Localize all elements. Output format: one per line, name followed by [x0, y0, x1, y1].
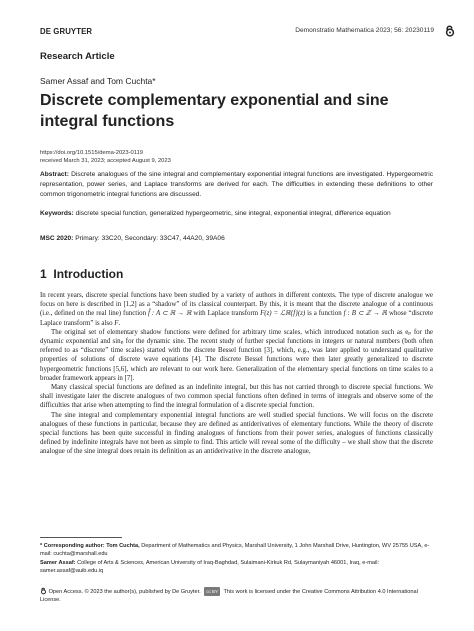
paragraph-text: is a function: [305, 310, 344, 318]
paragraph-text: with Laplace transform: [191, 310, 261, 318]
abstract-text: Discrete analogues of the sine integral and complementary exponential integral functions are investigated. Hypergeometric representation, power series, and Laplace transforms are derived for each. The difficulties in extending these definitions to other common trigonometric integral functions are discussed.: [40, 171, 433, 198]
article-type: Research Article: [40, 51, 115, 62]
section-heading: [40, 267, 123, 281]
body-text: [40, 291, 433, 457]
license-text: This work is licensed under the Creative Commons Attribution 4.0 International License.: [40, 589, 418, 603]
paragraph-text: In recent years, discrete special functions have been studied by a variety of authors in different contexts. The type of discrete analogue we focus on here is described in [1,2] as a “shadow” of its classical counterpart. By this, it is meant that the discrete analogue of a continuous (i.e., defined on the real line) function: [40, 292, 433, 318]
msc-label: MSC 2020:: [40, 235, 74, 242]
paragraph-text: whose “discrete Laplace transform” is also: [40, 310, 434, 327]
cc-by-badge[interactable]: cc BY: [204, 587, 220, 596]
author-list: Samer Assaf and Tom Cuchta*: [40, 76, 156, 86]
second-author-note: Samer Assaf: College of Arts & Sciences, American University of Iraq-Baghdad, Sulaimani-Kirkuk Rd, Sulaymaniyah 46001, Iraq, e-mail: samer.assaf@auib.edu.iq: [40, 559, 380, 574]
license-text: Open Access. © 2023 the author(s), published by De Gruyter.: [48, 589, 201, 595]
paragraph: [40, 291, 433, 328]
corresponding-author-note: * Corresponding author: Tom Cuchta, Department of Mathematics and Physics, Marshall University, 1 John Marshall Drive, Huntington, WV 25755 USA, e-mail: cuchta@marshall.edu: [40, 543, 430, 558]
paragraph: The sine integral and complementary exponential integral functions are well studied special functions. We will focus on the discrete analogues of these functions in particular, because they are defined as antiderivatives of elementary functions. While the theory of discrete special functions has been quite successful in finding analogues of functions from their power series, analogues of functions classically defined by indefinite integrals have not been as simple to find. This article will reveal some of the difficulty – we shall show that the discrete analogue of the sine integral does retain its definition as an antiderivative in the discrete analogue,: [40, 411, 433, 456]
math-inline: f : B ⊂ ℤ → ℝ: [343, 310, 388, 318]
abstract: [40, 170, 433, 199]
publisher-name: DE GRUYTER: [40, 27, 93, 36]
paragraph: The original set of elementary shadow functions were defined for arbitrary time scales, which introduced notation such as eₚ for the dynamic exponential and sinₚ for the dynamic sine. The recent study of further special functions in integers or natural numbers (both often referred to as “discrete” time scales) started with the discrete Bessel function [3], which, e.g., was later applied to understand qualitative properties of solutions of discrete wave equations [4]. The discrete Bessel functions were then later greatly generalized to discrete hypergeometric functions [5,6], which are relevant to our work here. Generalization of the elementary special functions on time scales to a broader framework appears in [7].: [40, 328, 433, 382]
keywords-label: Keywords:: [40, 210, 74, 217]
article-title: Discrete complementary exponential and sine integral functions: [40, 92, 389, 130]
msc-classification: [40, 234, 433, 244]
math-inline: f̂ : A ⊂ ℝ → ℝ: [147, 310, 192, 318]
section-title: Introduction: [53, 267, 124, 281]
journal-reference: Demonstratio Mathematica 2023; 56: 20230119: [295, 27, 434, 34]
open-access-icon: [444, 25, 456, 37]
keywords: [40, 209, 433, 219]
footnotes: [40, 542, 433, 575]
paragraph: Many classical special functions are defined as an indefinite integral, but this has not carried through to discrete special functions. We shall investigate later the discrete analogues of two common special functions often defined in terms of integrals and observe some of the difficulties that arise when attempting to find the integral formulation of a discrete special function.: [40, 384, 433, 410]
doi-link[interactable]: https://doi.org/10.1515/dema-2023-0119: [40, 150, 144, 156]
open-access-icon: [40, 587, 47, 595]
section-number: 1: [40, 267, 47, 281]
math-inline: F: [114, 319, 119, 327]
footnote-divider: [40, 537, 122, 538]
keywords-text: discrete special function, generalized hypergeometric, sine integral, exponential integral, difference equation: [75, 210, 391, 217]
paragraph-text: .: [118, 319, 121, 327]
math-inline: F(z) = ℒℝ{f}(z): [260, 310, 306, 318]
abstract-label: Abstract:: [40, 171, 69, 178]
license-statement: [40, 587, 433, 604]
msc-text: Primary: 33C20, Secondary: 33C47, 44A20, 39A06: [75, 235, 225, 242]
received-accepted-dates: received March 31, 2023; accepted August 9, 2023: [40, 158, 171, 164]
